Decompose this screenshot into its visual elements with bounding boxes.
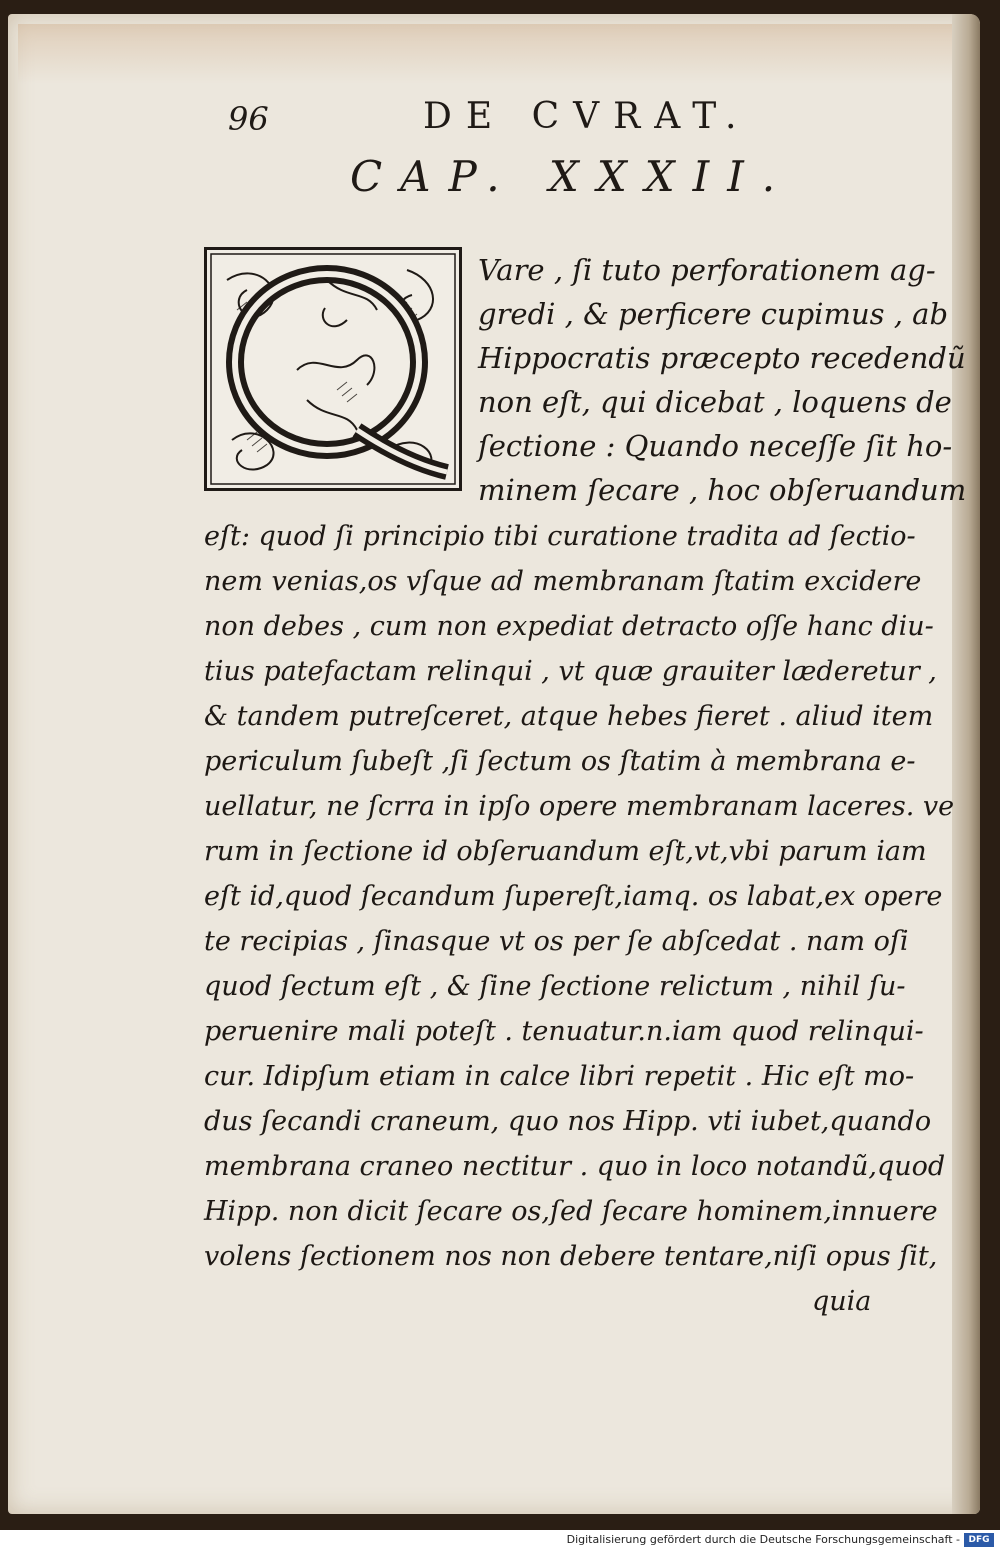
- text-line: Hippocratis præcepto recedendũ: [478, 341, 966, 375]
- chapter-title: CAP. XXXII.: [350, 152, 794, 201]
- text-line: dus ſecandi craneum, quo nos Hipp. vti iubet,quando: [204, 1106, 932, 1137]
- text-line: non eſt, qui dicebat , loquens de: [478, 385, 952, 419]
- text-line: uellatur, ne ſcrra in ipſo opere membranam laceres. ve: [204, 791, 955, 822]
- digitization-credit: Digitalisierung gefördert durch die Deutsche Forschungsgemeinschaft -: [566, 1533, 960, 1546]
- text-line: eſt id,quod ſecandum ſupereſt,iamq. os labat,ex opere: [204, 881, 943, 912]
- text-line: gredi , & perficere cupimus , ab: [478, 297, 949, 331]
- text-line: quod ſectum eſt , & ſine ſectione relictum , nihil ſu-: [204, 971, 906, 1002]
- text-line: non debes , cum non expediat detracto oſſe hanc diu-: [204, 611, 934, 642]
- text-line: peruenire mali poteſt . tenuatur.n.iam quod relinqui-: [204, 1016, 924, 1047]
- page-number: 96: [228, 100, 269, 138]
- text-line: membrana craneo nectitur . quo in loco notandũ,quod: [204, 1151, 946, 1182]
- text-line: eſt: quod ſi principio tibi curatione tradita ad ſectio-: [204, 521, 916, 552]
- text-line: & tandem putreſceret, atque hebes fieret . aliud item: [204, 701, 934, 732]
- text-line: nem venias,os vſque ad membranam ſtatim excidere: [204, 566, 922, 597]
- text-line: periculum ſubeſt ,ſi ſectum os ſtatim à membrana e-: [204, 746, 916, 777]
- text-line: cur. Idipſum etiam in calce libri repetit . Hic eſt mo-: [204, 1061, 915, 1092]
- text-line: tius patefactam relinqui , vt quæ grauiter læderetur ,: [204, 656, 937, 687]
- text-line: rum in ſectione id obſeruandum eſt,vt,vbi parum iam: [204, 836, 927, 867]
- text-line: volens ſectionem nos non debere tentare,niſi opus ſit,: [204, 1241, 938, 1272]
- running-head: DE CVRAT.: [423, 96, 751, 137]
- text-line: minem ſecare , hoc obſeruandum: [478, 473, 967, 507]
- text-line: Hipp. non dicit ſecare os,ſed ſecare hominem,innuere: [204, 1196, 938, 1227]
- catchword: quia: [812, 1286, 872, 1317]
- text-line: ſectione : Quando neceſſe ſit ho-: [478, 429, 953, 463]
- dfg-logo: DFG: [964, 1533, 994, 1547]
- text-line: te recipias , ſinasque vt os per ſe abſcedat . nam oſi: [204, 926, 909, 957]
- text-line: Vare , ſi tuto perforationem ag-: [478, 253, 936, 287]
